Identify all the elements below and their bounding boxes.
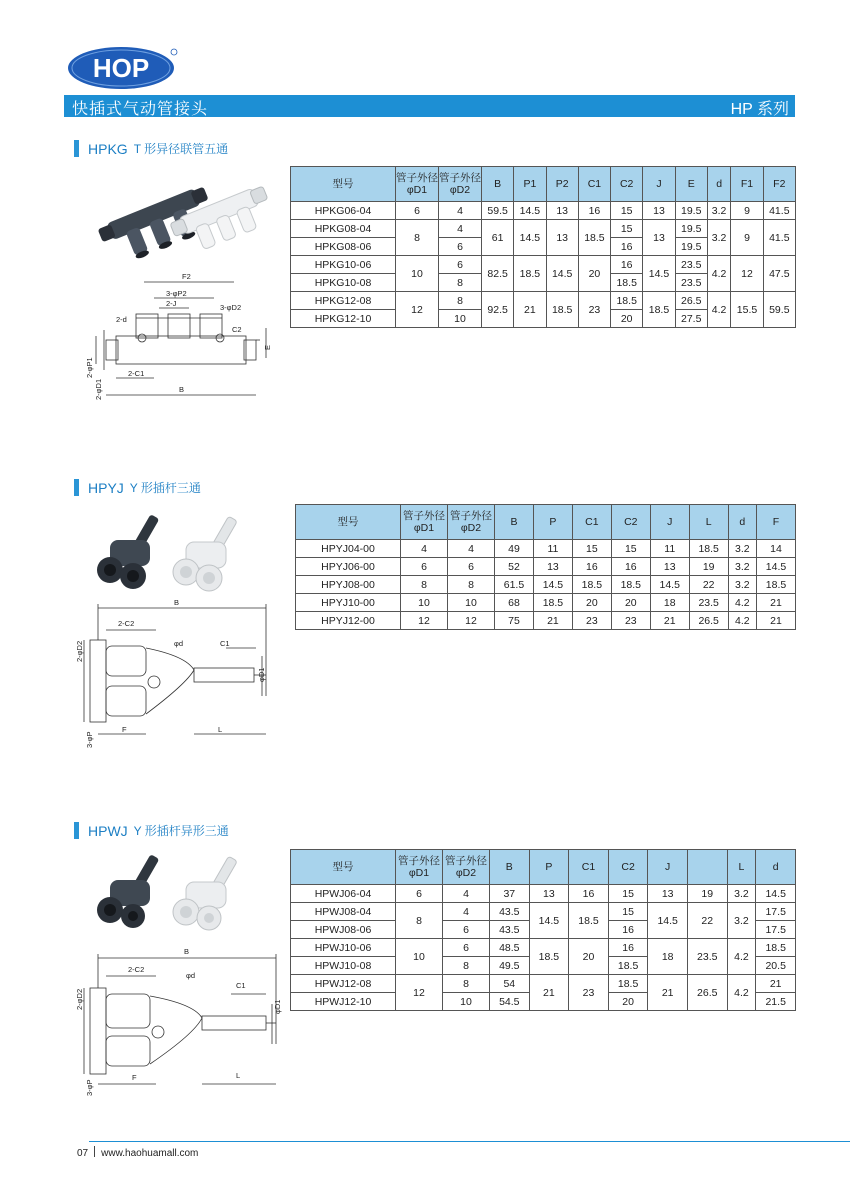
dim-label: 3-φP (85, 1079, 94, 1096)
table-cell: 8 (439, 292, 482, 310)
table-cell: 13 (650, 558, 689, 576)
table-row (296, 558, 796, 576)
section-marker (74, 822, 79, 839)
table-cell: 18.5 (533, 594, 572, 612)
dim-label: 2-φD2 (75, 988, 84, 1010)
table-cell: HPKG10-08 (291, 274, 396, 292)
col-header: 管子外径 φD2 (448, 505, 495, 540)
table-cell: HPYJ06-00 (296, 558, 401, 576)
table-row (296, 612, 796, 630)
section-name: Y 形插杆异形三通 (133, 824, 229, 838)
table-cell: 13 (533, 558, 572, 576)
dim-label: 2-φD2 (75, 640, 84, 662)
col-header: 管子外径 φD1 (401, 505, 448, 540)
table-row (291, 202, 796, 220)
table-cell: 6 (439, 256, 482, 274)
dim-label: F (122, 725, 127, 734)
table-row (291, 256, 796, 274)
table-cell: 4.2 (728, 612, 756, 630)
col-header: d (707, 167, 731, 202)
table-cell: 10 (401, 594, 448, 612)
table-cell: 21 (648, 975, 688, 1011)
table-cell: HPWJ08-04 (291, 903, 396, 921)
table-cell: 49 (495, 540, 534, 558)
table-cell: HPKG10-06 (291, 256, 396, 274)
footer-separator (94, 1146, 95, 1157)
table-cell: 16 (608, 921, 648, 939)
table-cell: 4 (448, 540, 495, 558)
table-cell: 61.5 (495, 576, 534, 594)
table-cell: 47.5 (763, 256, 795, 292)
table-cell: 18.5 (611, 576, 650, 594)
table-cell: 12 (396, 975, 443, 1011)
table-cell: 11 (533, 540, 572, 558)
table-cell: 19.5 (675, 238, 707, 256)
section-marker (74, 479, 79, 496)
table-cell: 26.5 (687, 975, 727, 1011)
dim-label: φD1 (273, 999, 282, 1014)
table-cell: 49.5 (490, 957, 530, 975)
table-row (291, 939, 796, 957)
table-cell: HPKG12-10 (291, 310, 396, 328)
table-cell: 13 (643, 220, 675, 256)
table-cell: 14.5 (514, 220, 546, 256)
table-cell: 21 (533, 612, 572, 630)
table-cell: HPWJ12-08 (291, 975, 396, 993)
table-cell: 13 (546, 220, 578, 256)
col-header: C1 (569, 850, 609, 885)
table-header-row (291, 167, 796, 202)
catalog-title: 快插式气动管接头 (72, 101, 209, 118)
table-cell: 21 (756, 594, 795, 612)
spec-table-hpyj (295, 504, 796, 630)
table-row (296, 594, 796, 612)
dim-label: 2-C1 (128, 369, 145, 378)
footer-divider (89, 1141, 850, 1142)
col-header: C2 (608, 850, 648, 885)
dim-label: L (218, 725, 223, 734)
dim-label: 3-φP (85, 731, 94, 748)
table-row (296, 540, 796, 558)
table-cell: 18.5 (611, 274, 643, 292)
table-cell: 12 (731, 256, 763, 292)
table-cell: 14.5 (533, 576, 572, 594)
table-cell: 43.5 (490, 921, 530, 939)
table-cell: 6 (396, 885, 443, 903)
table-cell: 59.5 (482, 202, 514, 220)
section-marker (74, 140, 79, 157)
table-cell: 21 (756, 612, 795, 630)
table-cell: 68 (495, 594, 534, 612)
dim-label: F (132, 1073, 137, 1082)
dim-label: 2-C2 (128, 965, 145, 974)
table-cell: 23 (569, 975, 609, 1011)
table-cell: 9 (731, 202, 763, 220)
col-header: P2 (546, 167, 578, 202)
table-cell: 18.5 (756, 576, 795, 594)
table-cell: 16 (578, 202, 610, 220)
table-cell: 18.5 (578, 220, 610, 256)
table-cell: 15 (611, 540, 650, 558)
table-cell: 18.5 (572, 576, 611, 594)
table-cell: 52 (495, 558, 534, 576)
table-cell: 21 (650, 612, 689, 630)
table-cell: 6 (401, 558, 448, 576)
col-header: 管子外径 φD2 (439, 167, 482, 202)
table-cell: 61 (482, 220, 514, 256)
table-header-row (291, 850, 796, 885)
table-cell: 59.5 (763, 292, 795, 328)
table-cell: HPKG08-06 (291, 238, 396, 256)
table-cell: 6 (396, 202, 439, 220)
col-header: B (490, 850, 530, 885)
col-header: P (529, 850, 569, 885)
table-cell: 16 (611, 238, 643, 256)
section-name: T 形异径联管五通 (133, 142, 229, 156)
dim-label: B (179, 385, 185, 394)
table-cell: 16 (611, 558, 650, 576)
table-cell: 6 (443, 939, 490, 957)
dim-label: F2 (182, 272, 191, 281)
table-cell: 20.5 (756, 957, 796, 975)
table-cell: 19 (687, 885, 727, 903)
table-cell: 8 (448, 576, 495, 594)
dim-label: 2-φP1 (85, 357, 94, 378)
table-cell: 19.5 (675, 220, 707, 238)
table-cell: 18.5 (514, 256, 546, 292)
header-bar (64, 95, 795, 117)
col-header: d (728, 505, 756, 540)
table-cell: HPKG12-08 (291, 292, 396, 310)
table-cell: 14 (756, 540, 795, 558)
table-cell: 23 (578, 292, 610, 328)
table-cell: 18.5 (529, 939, 569, 975)
spec-table-hpkg (290, 166, 796, 328)
table-cell: 13 (546, 202, 578, 220)
table-cell: 4.2 (707, 292, 731, 328)
table-cell: 20 (608, 993, 648, 1011)
table-cell: HPWJ08-06 (291, 921, 396, 939)
table-cell: 6 (439, 238, 482, 256)
section-title-hpwj (74, 822, 229, 839)
table-cell: 10 (396, 256, 439, 292)
dim-label: L (236, 1071, 241, 1080)
table-cell: 10 (443, 993, 490, 1011)
section-name: Y 形插杆三通 (129, 481, 201, 495)
dim-label: C1 (220, 639, 230, 648)
table-cell: 92.5 (482, 292, 514, 328)
section-code: HPKG (88, 140, 128, 157)
hpyj-technical-drawing (76, 596, 276, 756)
table-cell: 4.2 (727, 939, 756, 975)
table-cell: 8 (443, 957, 490, 975)
table-cell: 12 (396, 292, 439, 328)
col-header: J (650, 505, 689, 540)
table-row (291, 885, 796, 903)
col-header: d (756, 850, 796, 885)
table-cell: 26.5 (689, 612, 728, 630)
table-cell: 23 (572, 612, 611, 630)
table-cell: 18 (650, 594, 689, 612)
table-cell: 21 (514, 292, 546, 328)
table-cell: 18.5 (611, 292, 643, 310)
table-cell: 15 (572, 540, 611, 558)
hpwj-product-photo (88, 852, 248, 937)
dim-label: 2-C2 (118, 619, 135, 628)
table-cell: 23.5 (675, 274, 707, 292)
table-cell: 20 (569, 939, 609, 975)
table-cell: 18.5 (569, 903, 609, 939)
table-cell: 12 (448, 612, 495, 630)
table-cell: 14.5 (648, 903, 688, 939)
table-cell: 14.5 (756, 558, 795, 576)
table-cell: 3.2 (707, 220, 731, 256)
table-cell: 41.5 (763, 220, 795, 256)
hpwj-technical-drawing (76, 944, 286, 1104)
dim-label: 2-φD1 (94, 378, 103, 400)
table-cell: 10 (439, 310, 482, 328)
table-cell: 23.5 (689, 594, 728, 612)
col-header: 管子外径 φD1 (396, 167, 439, 202)
dim-label: φD1 (257, 667, 266, 682)
col-header: B (482, 167, 514, 202)
table-cell: 26.5 (675, 292, 707, 310)
table-cell: 22 (689, 576, 728, 594)
table-cell: 3.2 (727, 903, 756, 939)
table-cell: 6 (448, 558, 495, 576)
table-cell: 16 (611, 256, 643, 274)
hop-logo (68, 44, 178, 90)
table-cell: 4.2 (707, 256, 731, 292)
table-cell: 14.5 (529, 903, 569, 939)
spec-table-hpwj (290, 849, 796, 1011)
table-cell: HPKG06-04 (291, 202, 396, 220)
table-cell: 3.2 (728, 576, 756, 594)
col-header: C1 (578, 167, 610, 202)
section-code: HPWJ (88, 822, 128, 839)
dim-label: E (263, 344, 272, 350)
table-row (291, 975, 796, 993)
table-cell: 82.5 (482, 256, 514, 292)
table-cell: 14.5 (643, 256, 675, 292)
page-footer (77, 1146, 198, 1159)
table-cell: 16 (569, 885, 609, 903)
dim-label: φd (174, 639, 184, 648)
table-cell: HPWJ12-10 (291, 993, 396, 1011)
table-cell: HPYJ04-00 (296, 540, 401, 558)
series-label: HP 系列 (730, 101, 789, 118)
dim-label: 2-J (166, 299, 177, 308)
table-cell: 21.5 (756, 993, 796, 1011)
table-cell: 4 (443, 903, 490, 921)
table-cell: 15 (611, 202, 643, 220)
hpkg-product-photo (92, 168, 262, 263)
col-header: E (675, 167, 707, 202)
table-cell: HPYJ10-00 (296, 594, 401, 612)
table-cell: 17.5 (756, 903, 796, 921)
table-cell: 13 (529, 885, 569, 903)
col-header: J (648, 850, 688, 885)
table-cell: 75 (495, 612, 534, 630)
table-cell: 19.5 (675, 202, 707, 220)
table-cell: 4 (439, 202, 482, 220)
table-cell: 16 (572, 558, 611, 576)
table-cell: 21 (756, 975, 796, 993)
table-cell: 21 (529, 975, 569, 1011)
table-row (291, 292, 796, 310)
col-header: F1 (731, 167, 763, 202)
dim-label: 3-φP2 (166, 289, 187, 298)
col-header: J (643, 167, 675, 202)
dim-label: 3-φD2 (220, 303, 242, 312)
table-cell: 9 (731, 220, 763, 256)
table-cell: 10 (448, 594, 495, 612)
table-cell: 8 (439, 274, 482, 292)
table-cell: 27.5 (675, 310, 707, 328)
col-header: 型号 (291, 850, 396, 885)
table-cell: 18 (648, 939, 688, 975)
col-header (687, 850, 727, 885)
table-cell: 20 (611, 310, 643, 328)
table-cell: 18.5 (608, 975, 648, 993)
table-row (291, 903, 796, 921)
col-header: P1 (514, 167, 546, 202)
table-cell: 17.5 (756, 921, 796, 939)
table-cell: 18.5 (608, 957, 648, 975)
table-cell: 18.5 (756, 939, 796, 957)
table-cell: 3.2 (727, 885, 756, 903)
table-cell: 15 (611, 220, 643, 238)
table-cell: 15 (608, 903, 648, 921)
table-cell: 3.2 (728, 540, 756, 558)
table-cell: 37 (490, 885, 530, 903)
table-cell: 23 (611, 612, 650, 630)
dim-label: 2-d (116, 315, 127, 324)
table-header-row (296, 505, 796, 540)
table-cell: 20 (572, 594, 611, 612)
col-header: F (756, 505, 795, 540)
table-cell: 4 (401, 540, 448, 558)
table-cell: 3.2 (707, 202, 731, 220)
table-cell: 23.5 (675, 256, 707, 274)
logo-text: HOP (92, 53, 150, 83)
table-cell: 54 (490, 975, 530, 993)
dim-label: B (174, 598, 180, 607)
table-cell: 8 (396, 903, 443, 939)
website-link[interactable]: www.haohuamall.com (101, 1148, 199, 1159)
table-cell: 8 (443, 975, 490, 993)
table-cell: 4 (443, 885, 490, 903)
table-cell: HPWJ06-04 (291, 885, 396, 903)
section-title-hpkg (74, 140, 228, 157)
table-cell: 22 (687, 903, 727, 939)
table-cell: 20 (578, 256, 610, 292)
table-cell: 8 (401, 576, 448, 594)
dim-label: C2 (232, 325, 242, 334)
section-code: HPYJ (88, 479, 124, 496)
col-header: 管子外径 φD2 (443, 850, 490, 885)
table-cell: 41.5 (763, 202, 795, 220)
col-header: C1 (572, 505, 611, 540)
table-cell: 8 (396, 220, 439, 256)
table-cell: 23.5 (687, 939, 727, 975)
page-number: 07 (77, 1148, 89, 1159)
col-header: P (533, 505, 572, 540)
table-cell: 12 (401, 612, 448, 630)
table-cell: HPWJ10-06 (291, 939, 396, 957)
table-cell: 16 (608, 939, 648, 957)
table-cell: HPWJ10-08 (291, 957, 396, 975)
table-cell: 18.5 (643, 292, 675, 328)
table-cell: 14.5 (546, 256, 578, 292)
table-cell: 3.2 (728, 558, 756, 576)
table-cell: 4.2 (727, 975, 756, 1011)
dim-label: C1 (236, 981, 246, 990)
col-header: 型号 (291, 167, 396, 202)
col-header: F2 (763, 167, 795, 202)
dim-label: B (184, 947, 190, 956)
table-cell: 4.2 (728, 594, 756, 612)
hpyj-product-photo (88, 512, 248, 597)
table-row (291, 220, 796, 238)
hpkg-technical-drawing (84, 270, 284, 410)
table-cell: 11 (650, 540, 689, 558)
table-cell: 43.5 (490, 903, 530, 921)
table-cell: HPKG08-04 (291, 220, 396, 238)
table-cell: 4 (439, 220, 482, 238)
table-cell: 18.5 (546, 292, 578, 328)
table-cell: 14.5 (514, 202, 546, 220)
col-header: 型号 (296, 505, 401, 540)
col-header: C2 (611, 167, 643, 202)
col-header: B (495, 505, 534, 540)
table-cell: 10 (396, 939, 443, 975)
table-row (296, 576, 796, 594)
table-cell: 18.5 (689, 540, 728, 558)
table-cell: 13 (648, 885, 688, 903)
table-cell: 19 (689, 558, 728, 576)
table-cell: 15.5 (731, 292, 763, 328)
table-cell: 14.5 (756, 885, 796, 903)
col-header: C2 (611, 505, 650, 540)
table-cell: 20 (611, 594, 650, 612)
table-cell: HPYJ12-00 (296, 612, 401, 630)
table-cell: 54.5 (490, 993, 530, 1011)
section-title-hpyj (74, 479, 201, 496)
col-header: L (727, 850, 756, 885)
table-cell: 48.5 (490, 939, 530, 957)
dim-label: φd (186, 971, 196, 980)
table-cell: 15 (608, 885, 648, 903)
table-cell: 6 (443, 921, 490, 939)
table-cell: HPYJ08-00 (296, 576, 401, 594)
table-cell: 13 (643, 202, 675, 220)
col-header: L (689, 505, 728, 540)
table-cell: 14.5 (650, 576, 689, 594)
col-header: 管子外径 φD1 (396, 850, 443, 885)
